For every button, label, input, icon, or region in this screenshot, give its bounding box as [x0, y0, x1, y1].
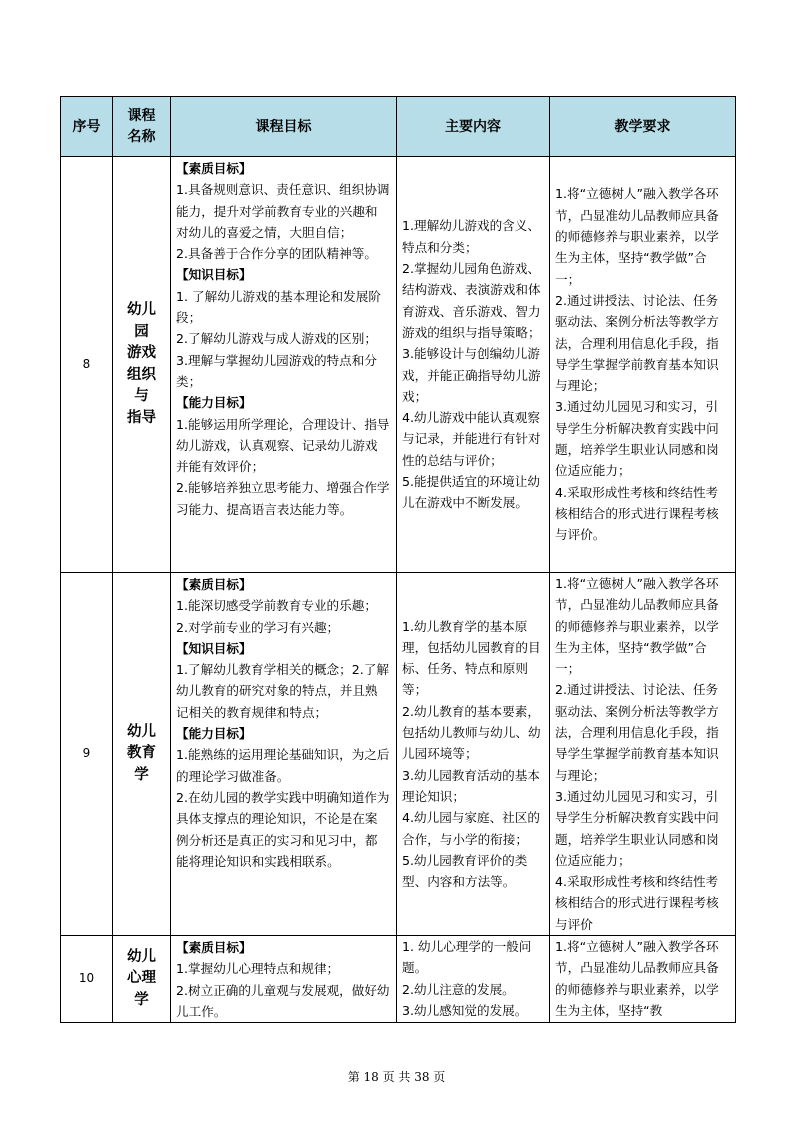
course-table — [60, 96, 736, 1023]
content-item: 1.幼儿教育学的基本原理，包括幼儿园教育的目标、任务、特点和原则等； — [402, 618, 541, 698]
content-item: 1.理解幼儿游戏的含义、特点和分类； — [402, 218, 540, 255]
goal-item: 2.了解幼儿游戏与成人游戏的区别； — [176, 331, 377, 347]
requirement-item: 3.通过幼儿园见习和实习，引导学生分析解决教育实践中问题，培养学生职业认同感和岗位适应能力； — [555, 788, 719, 868]
header-content: 主要内容 — [397, 97, 550, 157]
row-number: 10 — [61, 936, 113, 1023]
goal-item: 1.能够运用所学理论，合理设计、指导幼儿游戏，认真观察、记录幼儿游戏并能有效评价； — [176, 416, 390, 475]
main-content — [397, 157, 550, 573]
goal-section-heading: 【知识目标】 — [176, 640, 252, 656]
header-row — [61, 97, 736, 157]
goal-section-heading: 【能力目标】 — [176, 395, 252, 411]
goal-item: 1.掌握幼儿心理特点和规律； — [176, 961, 340, 977]
table-row — [61, 936, 736, 1023]
goal-item: 2.具备善于合作分享的团队精神等。 — [176, 246, 377, 262]
goal-item: 1.能熟练的运用理论基础知识，为之后的理论学习做准备。 — [176, 747, 390, 784]
table-row — [61, 157, 736, 573]
goal-item: 1.了解幼儿教育学相关的概念；2.了解幼儿教育的研究对象的特点，并且熟记相关的教育规律和特点； — [176, 662, 389, 720]
goal-item: 2.对学前专业的学习有兴趣； — [176, 619, 340, 635]
requirement-item: 2.通过讲授法、讨论法、任务驱动法、案例分析法等教学方法，合理利用信息化手段，指导学生掌握学前教育基本知识与理论； — [555, 292, 719, 394]
header-requirements: 教学要求 — [550, 97, 736, 157]
requirement-item: 1.将“立德树人”融入教学各环节，凸显准幼儿品教师应具备的师德修养与职业素养，以学生为主体，坚持“教学做”合一； — [555, 186, 719, 287]
content-item: 3.能够设计与创编幼儿游戏，并能正确指导幼儿游戏； — [402, 346, 541, 404]
requirement-item: 2.通过讲授法、讨论法、任务驱动法、案例分析法等教学方法，合理利用信息化手段，指导学生掌握学前教育基本知识与理论； — [555, 682, 719, 783]
content-item: 2.幼儿教育的基本要素，包括幼儿教师与幼儿、幼儿园环境等； — [402, 703, 541, 762]
page-footer: 第 18 页 共 38 页 — [347, 1070, 446, 1084]
course-goals — [171, 936, 397, 1023]
main-content — [397, 936, 550, 1023]
goal-item: 1.能深切感受学前教育专业的乐趣； — [176, 598, 377, 614]
requirement-item: 4.采取形成性考核和终结性考核相结合的形式进行课程考核与评价 — [555, 874, 719, 932]
requirement-item: 4.采取形成性考核和终结性考核相结合的形式进行课程考核与评价。 — [555, 484, 719, 543]
content-item: 2.掌握幼儿园角色游戏、结构游戏、表演游戏和体育游戏、音乐游戏、智力游戏的组织与指导策略； — [402, 261, 541, 340]
requirement-item: 1.将“立德树人”融入教学各环节，凸显准幼儿品教师应具备的师德修养与职业素养，以学生为主体，坚持“教学做”合一； — [555, 576, 719, 677]
teaching-requirements — [550, 573, 736, 936]
content-item: 3.幼儿感知觉的发展。 — [402, 1002, 528, 1018]
course-name: 幼儿 园 游戏 组织 与 指导 — [113, 157, 171, 573]
row-number: 9 — [61, 573, 113, 936]
course-name: 幼儿 教育 学 — [113, 573, 171, 936]
content-item: 4.幼儿游戏中能认真观察与记录，并能进行有针对性的总结与评价； — [402, 410, 541, 468]
header-goals: 课程目标 — [171, 97, 397, 157]
content-item: 2.幼儿注意的发展。 — [402, 981, 515, 997]
main-content — [397, 573, 550, 936]
content-item: 5.能提供适宜的环境让幼儿在游戏中不断发展。 — [402, 473, 540, 511]
goal-item: 3.理解与掌握幼儿园游戏的特点和分类； — [176, 352, 377, 389]
requirement-item: 1.将“立德树人”融入教学各环节，凸显准幼儿品教师应具备的师德修养与职业素养，以学生为主体，坚持“教 — [555, 939, 719, 1018]
goal-section-heading: 【素质目标】 — [176, 577, 252, 592]
course-goals — [171, 157, 397, 573]
teaching-requirements — [550, 157, 736, 573]
content-item: 4.幼儿园与家庭、社区的合作，与小学的衔接； 5.幼儿园教育评价的类型、内容和方法等。 — [402, 810, 547, 890]
content-item: 3.幼儿园教育活动的基本理论知识； — [402, 767, 540, 804]
course-name: 幼儿 心理 学 — [113, 936, 171, 1023]
teaching-requirements — [550, 936, 736, 1023]
goal-section-heading: 【素质目标】 — [176, 161, 252, 176]
goal-section-heading: 【知识目标】 — [176, 267, 252, 283]
goal-section-heading: 【素质目标】 — [176, 940, 252, 956]
course-goals — [171, 573, 397, 936]
goal-section-heading: 【能力目标】 — [176, 726, 252, 742]
content-item: 1. 幼儿心理学的一般问题。 — [402, 939, 532, 976]
goal-item: 2.在幼儿园的教学实践中明确知道作为具体支撑点的理论知识，不论是在案例分析还是真正的实习和见习中，都能将理论知识和实践相联系。 — [176, 789, 390, 869]
row-number: 8 — [61, 157, 113, 573]
goal-item: 1.具备规则意识、责任意识、组织协调能力，提升对学前教育专业的兴趣和对幼儿的喜爱之情，大胆自信； — [176, 182, 390, 240]
requirement-item: 3.通过幼儿园见习和实习，引导学生分析解决教育实践中问题，培养学生职业认同感和岗位适应能力； — [555, 399, 719, 479]
goal-item: 2.能够培养独立思考能力、增强合作学习能力、提高语言表达能力等。 — [176, 480, 390, 517]
goal-item: 2.树立正确的儿童观与发展观，做好幼儿工作。 — [176, 982, 390, 1019]
header-course-name: 课程 名称 — [113, 97, 171, 157]
header-num: 序号 — [61, 97, 113, 157]
table-row — [61, 573, 736, 936]
goal-item: 1. 了解幼儿游戏的基本理论和发展阶段； — [176, 288, 381, 326]
